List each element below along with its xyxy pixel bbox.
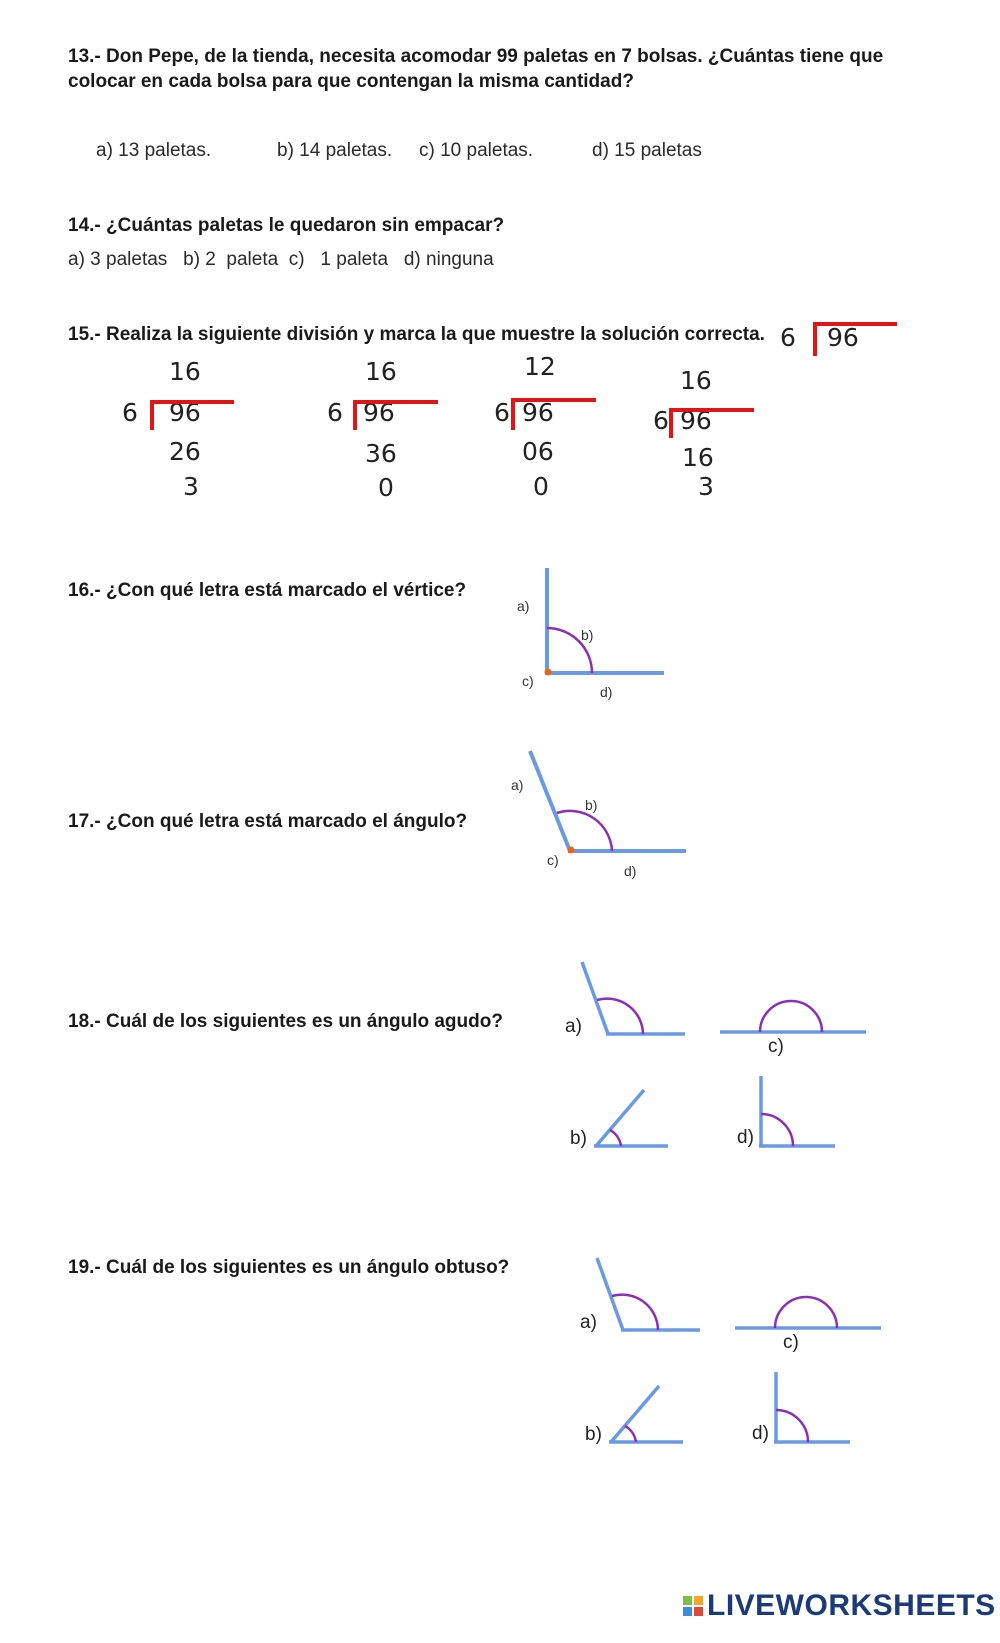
q17-label-c[interactable]: c) (547, 852, 559, 868)
liveworksheets-logo-icon (683, 1596, 703, 1616)
brand-name: LIVEWORKSHEETS (707, 1589, 996, 1622)
q19-angle-b (609, 1386, 683, 1442)
q13-option-c[interactable]: c) 10 paletas. (419, 140, 534, 161)
q16-label-c[interactable]: c) (522, 673, 534, 689)
question-16: 16.- ¿Con qué letra está marcado el vértice? (68, 580, 467, 601)
q17-label-b[interactable]: b) (585, 797, 598, 813)
q13-option-a[interactable]: a) 13 paletas. (96, 140, 212, 161)
divisor: 6 (653, 406, 669, 435)
angle-arc (776, 1410, 808, 1442)
q18-label-d[interactable]: d) (737, 1127, 754, 1148)
q17-label-d[interactable]: d) (624, 863, 637, 879)
dividend: 96 (680, 406, 712, 435)
q19-label-b[interactable]: b) (585, 1424, 602, 1445)
question-14: 14.- ¿Cuántas paletas le quedaron sin empacar? (68, 215, 505, 236)
q16-label-b[interactable]: b) (581, 627, 594, 643)
angle-arc (775, 1297, 837, 1328)
question-13: 13.- Don Pepe, de la tienda, necesita acomodar 99 paletas en 7 bolsas. ¿Cuántas tiene que colocar en cada bolsa para que contengan la misma cantidad? (68, 46, 884, 92)
partial-step: 16 (682, 443, 714, 472)
angle-arc (612, 1295, 658, 1330)
q17-label-a[interactable]: a) (511, 777, 524, 793)
question-17: 17.- ¿Con qué letra está marcado el ángulo? (68, 811, 468, 832)
divisor: 6 (327, 398, 343, 427)
q13-option-b[interactable]: b) 14 paletas. (277, 140, 393, 161)
q19-angle-a (597, 1258, 700, 1330)
partial-step: 06 (522, 437, 554, 466)
dividend: 96 (363, 398, 395, 427)
q18-label-c[interactable]: c) (768, 1036, 784, 1057)
question-18: 18.- Cuál de los siguientes es un ángulo agudo? (68, 1011, 503, 1032)
q19-label-d[interactable]: d) (752, 1423, 769, 1444)
q16-label-d[interactable]: d) (600, 684, 613, 700)
q18-label-b[interactable]: b) (570, 1128, 587, 1149)
divisor: 6 (122, 398, 138, 427)
question-15: 15.- Realiza la siguiente división y marca la que muestre la solución correcta. (68, 324, 765, 345)
q13-option-d[interactable]: d) 15 paletas (592, 140, 702, 161)
angle-ray (611, 1386, 659, 1442)
quotient: 16 (680, 366, 712, 395)
q19-label-a[interactable]: a) (580, 1312, 597, 1333)
dividend: 96 (522, 398, 554, 427)
remainder: 3 (183, 472, 199, 501)
question-19: 19.- Cuál de los siguientes es un ángulo obtuso? (68, 1257, 510, 1278)
divisor: 6 (494, 398, 510, 427)
q19-angle-d (774, 1372, 850, 1442)
q14-options[interactable]: a) 3 paletas b) 2 paleta c) 1 paleta d) ninguna (68, 249, 494, 270)
partial-step: 36 (365, 439, 397, 468)
quotient: 16 (365, 357, 397, 386)
angle-arc (625, 1426, 636, 1442)
q19-label-c[interactable]: c) (783, 1332, 799, 1353)
remainder: 0 (378, 473, 394, 502)
partial-step: 26 (169, 437, 201, 466)
quotient: 16 (169, 357, 201, 386)
q15-dividend: 96 (827, 323, 859, 352)
q16-label-a[interactable]: a) (517, 598, 530, 614)
q15-divisor: 6 (780, 323, 796, 352)
q18-label-a[interactable]: a) (565, 1016, 582, 1037)
remainder: 3 (698, 472, 714, 501)
dividend: 96 (169, 398, 201, 427)
liveworksheets-logo (683, 1589, 996, 1623)
q19-angle-c (735, 1297, 881, 1328)
remainder: 0 (533, 472, 549, 501)
quotient: 12 (524, 352, 556, 381)
